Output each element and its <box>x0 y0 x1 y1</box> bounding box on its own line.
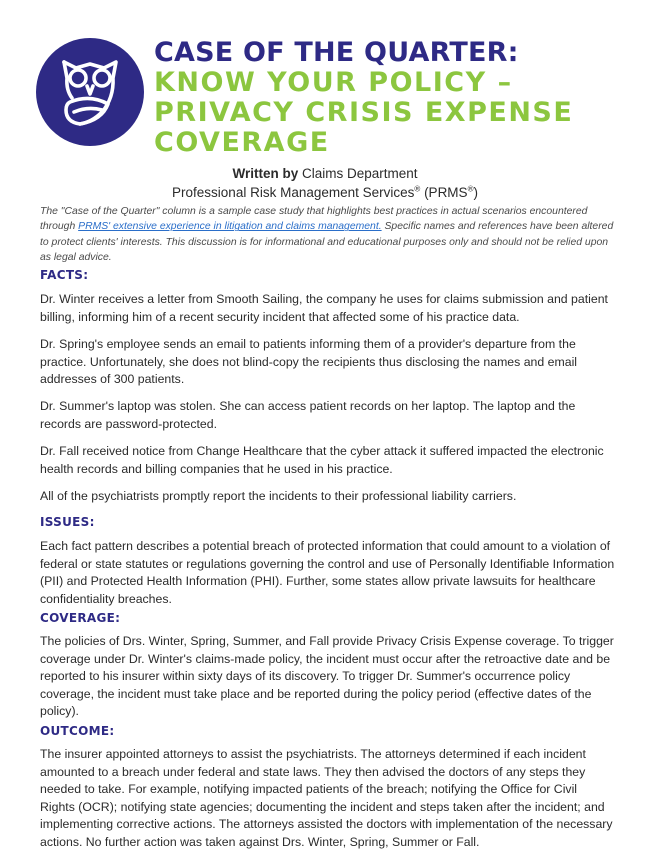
issues-heading: ISSUES: <box>40 515 95 529</box>
facts-paragraph: Dr. Spring's employee sends an email to patients informing them of a provider's departure from the practice. Unfortunately, she does not blind-copy the recipients thus disclosing the names and email addresses of 300 patients. <box>40 337 578 386</box>
org-registered-mark: ® <box>414 184 421 194</box>
intro-disclaimer <box>40 204 620 266</box>
intro-text-after: Specific names and references have been altered to protect clients' interests. This discussion is for informational and educational purposes only and should not be relied upon as legal advice. <box>40 221 614 264</box>
facts-heading: FACTS: <box>40 268 89 282</box>
byline-author <box>0 164 650 183</box>
written-by-label: Written by <box>232 166 299 181</box>
page-title: CASE OF THE QUARTER: <box>154 37 519 68</box>
prms-experience-link[interactable]: PRMS' extensive experience in litigation and claims management. <box>78 221 382 233</box>
facts-paragraph: Dr. Fall received notice from Change Healthcare that the cyber attack it suffered impacted the electronic health records and billing companies that he used in his practice. <box>40 444 604 476</box>
outcome-paragraph: The insurer appointed attorneys to assist the psychiatrists. The attorneys determined if each incident amounted to a breach under federal and state laws. They then advised the doctors of any steps they needed to take. For example, notifying impacted patients of the breach; notifying the Office for Civil Rights (OCR); notifying state agencies; documenting the incident and steps taken after the incident; and implementing corrective actions. The attorneys assisted the doctors with implementation of the necessary actions. No further action was taken against Drs. Winter, Spring, Summer or Fall. <box>40 747 613 849</box>
intro-text-before: The "Case of the Quarter" column is a sample case study that highlights best practices in actual scenarios encountered through <box>40 206 588 233</box>
byline-org <box>0 183 650 202</box>
org-abbr-close: ) <box>473 185 478 200</box>
outcome-heading: OUTCOME: <box>40 724 115 738</box>
facts-paragraph: Dr. Winter receives a letter from Smooth Sailing, the company he uses for claims submission and patient billing, informing him of a recent security incident that affected some of his practice data. <box>40 292 608 324</box>
facts-paragraph: All of the psychiatrists promptly report the incidents to their professional liability carriers. <box>40 489 517 503</box>
author-name: Claims Department <box>301 166 418 181</box>
facts-paragraph: Dr. Summer's laptop was stolen. She can access patient records on her laptop. The laptop and the records are password-protected. <box>40 399 576 431</box>
owl-icon <box>36 38 144 146</box>
coverage-heading: COVERAGE: <box>40 611 121 625</box>
page-subtitle: KNOW YOUR POLICY – PRIVACY CRISIS EXPENSE COVERAGE <box>154 67 574 158</box>
org-name: Professional Risk Management Services <box>172 185 415 200</box>
title-block <box>154 38 624 158</box>
coverage-paragraph: The policies of Drs. Winter, Spring, Summer, and Fall provide Privacy Crisis Expense coverage. To trigger coverage under Dr. Winter's claims-made policy, the incident must occur after the retroactive date and be reported to his insurer within sixty days of its discovery. To trigger Dr. Summer's occurrence policy coverage, the incident must take place and be reported during the policy period (effective dates of the policy). <box>40 634 614 718</box>
org-abbr: (PRMS <box>424 185 468 200</box>
org-abbr-registered-mark: ® <box>467 184 474 194</box>
issues-paragraph: Each fact pattern describes a potential breach of protected information that could amount to a violation of federal or state statutes or regulations governing the control and use of Personally Identifiable Information (PII) and Protected Health Information (PHI). Further, some states allow private lawsuits for healthcare confidentiality breaches. <box>40 539 615 606</box>
